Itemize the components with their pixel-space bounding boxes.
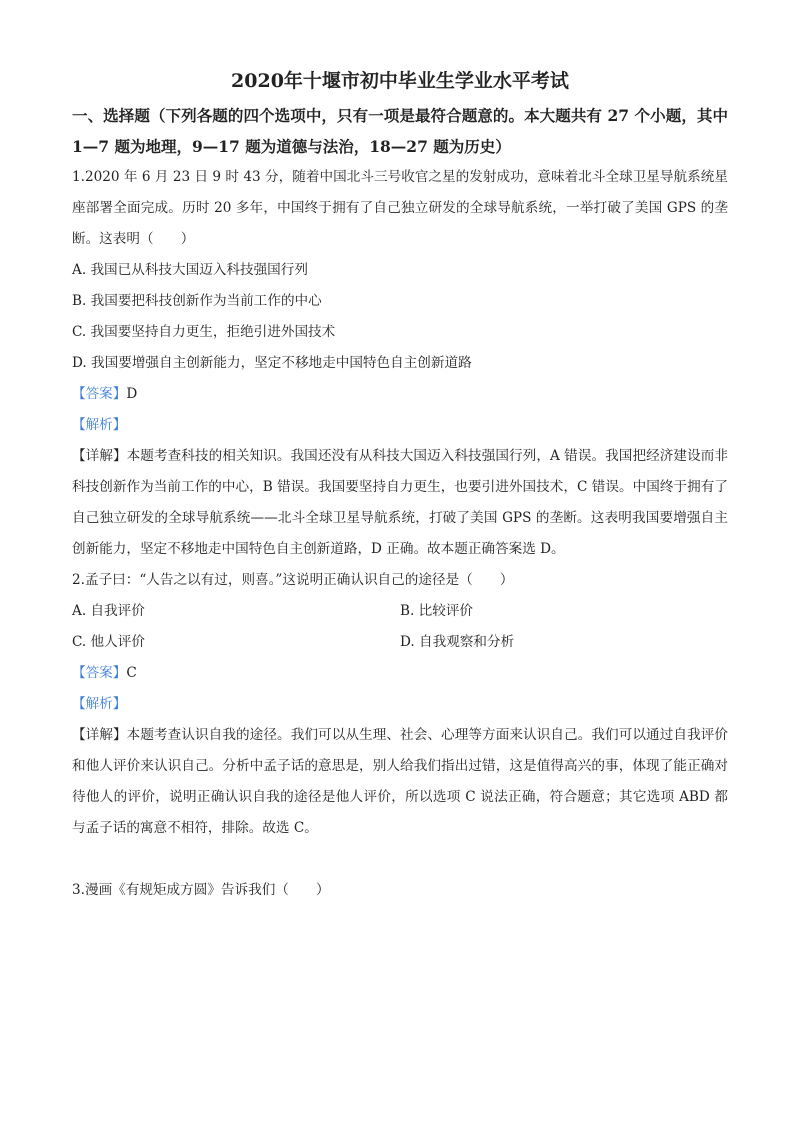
answer-label: 【答案】 <box>72 665 127 681</box>
question-1-stem: 1.2020 年 6 月 23 日 9 时 43 分，随着中国北斗三号收官之星的发射成功，意味着北斗全球卫星导航系统星座部署全面完成。历时 20 多年，中国终于拥有了自己独立研发的全球导航系统，一举打破了美国 GPS 的垄断。这表明（ ） <box>72 169 728 247</box>
document-page <box>72 64 728 906</box>
question-3-stem: 3.漫画《有规矩成方圆》告诉我们（ ） <box>72 882 330 898</box>
q2-analysis-label: 【解析】 <box>72 696 127 712</box>
answer-value: D <box>126 386 138 402</box>
q1-option-b: B. 我国要把科技创新作为当前工作的中心 <box>72 293 322 309</box>
question-2-stem: 2.孟子曰：“人告之以有过，则喜。”这说明正确认识自己的途径是（ ） <box>72 572 514 588</box>
q2-options-row-1 <box>72 596 728 627</box>
answer-value: C <box>126 665 137 681</box>
q1-option-c: C. 我国要坚持自力更生，拒绝引进外国技术 <box>72 324 336 340</box>
page-title: 2020年十堰市初中毕业生学业水平考试 <box>231 70 569 92</box>
q2-options-row-2 <box>72 627 728 658</box>
q1-option-d: D. 我国要增强自主创新能力，坚定不移地走中国特色自主创新道路 <box>72 355 472 371</box>
q1-option-a: A. 我国已从科技大国迈入科技强国行列 <box>72 262 308 278</box>
q1-analysis-label: 【解析】 <box>72 417 127 433</box>
answer-label: 【答案】 <box>72 386 127 402</box>
q2-answer <box>72 658 728 689</box>
q1-detail: 【详解】本题考查科技的相关知识。我国还没有从科技大国迈入科技强国行列，A 错误。我国把经济建设而非科技创新作为当前工作的中心，B 错误。我国要坚持自力更生，也要引进外国技术，C 错误。中国终于拥有了自己独立研发的全球导航系统——北斗全球卫星导航系统，打破了美国 GPS 的垄断。这表明我国要增强自主创新能力，坚定不移地走中国特色自主创新道路，D 正确。故本题正确答案选 D。 <box>72 448 728 557</box>
q2-option-a: A. 自我评价 <box>72 603 145 619</box>
spacer <box>72 844 728 875</box>
section-heading: 一、选择题（下列各题的四个选项中，只有一项是最符合题意的。本大题共有 27 个小题，其中 1—7 题为地理，9—17 题为道德与法治，18—27 题为历史） <box>72 106 728 156</box>
q2-detail: 【详解】本题考查认识自我的途径。我们可以从生理、社会、心理等方面来认识自己。我们可以通过自我评价和他人评价来认识自己。分析中孟子话的意思是，别人给我们指出过错，这是值得高兴的事，体现了能正确对待他人的评价，说明正确认识自我的途径是他人评价，所以选项 C 说法正确，符合题意；其它选项 ABD 都与孟子话的寓意不相符，排除。故选 C。 <box>72 727 728 836</box>
q2-option-c: C. 他人评价 <box>72 634 145 650</box>
q1-answer <box>72 379 728 410</box>
q2-option-d: D. 自我观察和分析 <box>400 634 515 650</box>
q2-option-b: B. 比较评价 <box>400 603 474 619</box>
